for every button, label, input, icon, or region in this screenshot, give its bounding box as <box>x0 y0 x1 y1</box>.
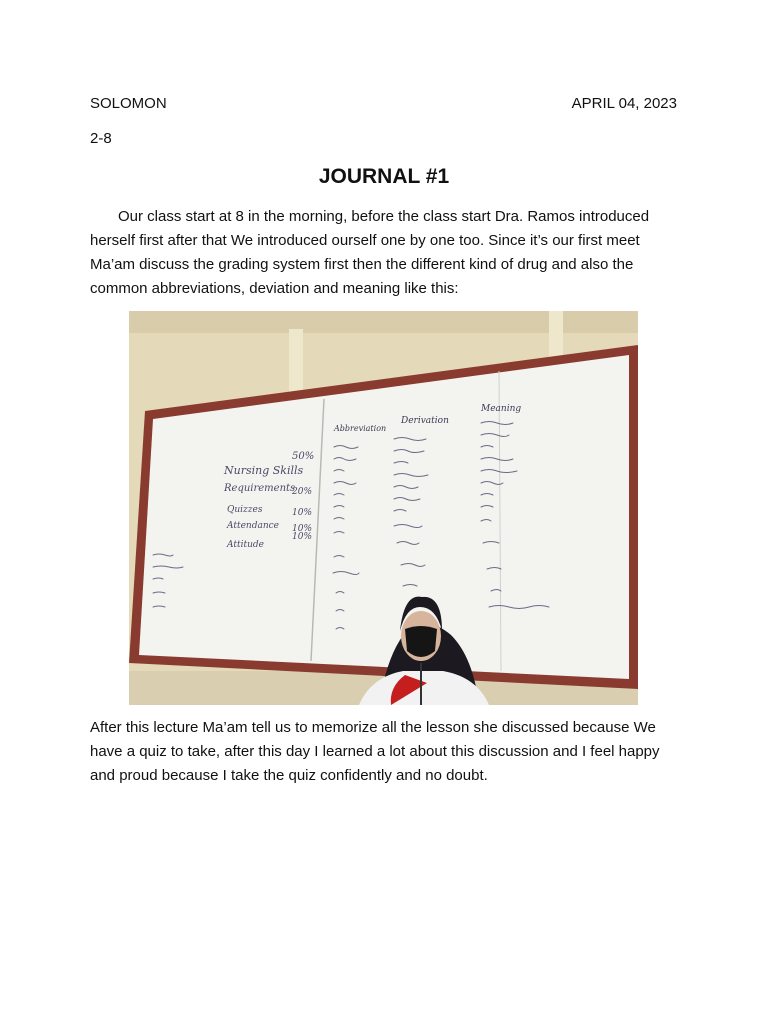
grading-item-2: Requirements <box>224 483 296 494</box>
whiteboard-photo <box>129 311 638 705</box>
closing-paragraph: After this lecture Ma’am tell us to memorize all the lesson she discussed because We have a quiz to take, after this day I learned a lot about this discussion and I feel happy and proud because I take the quiz confidently and no doubt. <box>90 719 660 784</box>
grading-item-3: Quizzes <box>227 505 263 515</box>
section-code: 2-8 <box>90 130 112 147</box>
grading-item-5: Attitude <box>227 540 264 550</box>
journal-date: APRIL 04, 2023 <box>571 95 677 112</box>
grading-value-4: 10% <box>292 524 313 534</box>
grading-value-2: 20% <box>292 487 313 497</box>
face-mask <box>405 626 437 657</box>
student-name: SOLOMON <box>90 95 167 112</box>
journal-title: JOURNAL #1 <box>318 165 450 188</box>
intro-paragraph: Our class start at 8 in the morning, before the class start Dra. Ramos introduced herself first after that We introduced ourself one by one too. Since it’s our first meet Ma’am discuss the grading system first then the different kind of drug and also the common abbreviations, deviation and meaning like this: <box>90 208 650 297</box>
board-heading-3: Meaning <box>481 404 522 414</box>
board-heading-1: Abbreviation <box>334 424 387 433</box>
whiteboard-photo-drawing <box>129 311 638 705</box>
grading-item-4: Attendance <box>227 521 279 531</box>
grading-item-1: Nursing Skills <box>224 464 304 477</box>
grading-value-1: 50% <box>292 451 315 462</box>
board-heading-2: Derivation <box>401 416 449 426</box>
grading-value-5: 10% <box>292 532 313 542</box>
grading-value-3: 10% <box>292 508 313 518</box>
